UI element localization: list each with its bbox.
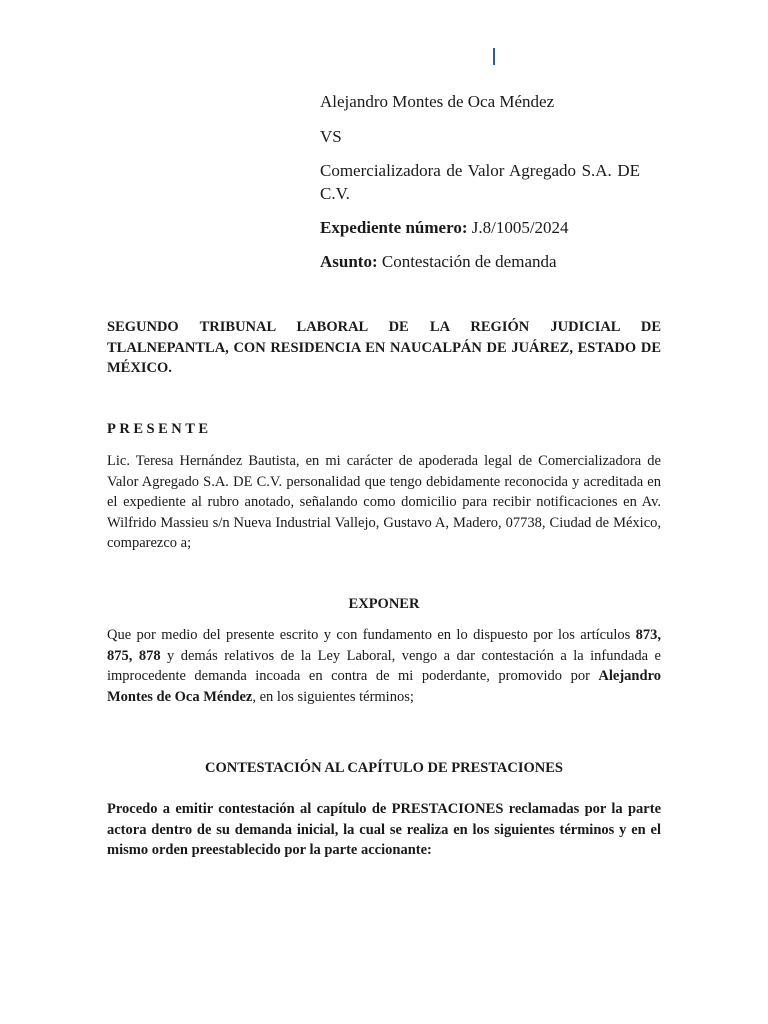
exponer-heading xyxy=(107,594,661,615)
asunto-line xyxy=(320,250,640,273)
contestacion-heading xyxy=(107,758,661,779)
articles-reference: 873, 875, 878 xyxy=(107,627,661,664)
expediente-line xyxy=(320,216,640,239)
exponer-paragraph xyxy=(107,625,661,707)
asunto-label: Asunto: xyxy=(320,252,378,271)
promovente-name: Alejandro Montes de Oca Méndez xyxy=(107,668,661,705)
exponer-text: EXPONER xyxy=(348,596,420,612)
actor-name: Alejandro Montes de Oca Méndez xyxy=(320,92,555,111)
contestacion-paragraph xyxy=(107,799,661,861)
addressee-block xyxy=(107,317,661,379)
exponer-text-part1: Que por medio del presente escrito y con fundamento en lo dispuesto por los artículos xyxy=(107,627,636,643)
text-cursor xyxy=(493,48,495,65)
asunto-value: Contestación de demanda xyxy=(381,252,557,271)
addressee-text: SEGUNDO TRIBUNAL LABORAL DE LA REGIÓN JUDICIAL DE TLALNEPANTLA, CON RESIDENCIA EN NAUCALPÁN DE JUÁREZ, ESTADO DE MÉXICO. xyxy=(107,319,661,376)
presente-text: PRESENTE xyxy=(107,421,212,437)
intro-text: Lic. Teresa Hernández Bautista, en mi carácter de apoderada legal de Comercializadora de Valor Agregado S.A. DE C.V. personalidad que tengo debidamente reconocida y acreditada en el expediente al rubro anotado, señalando como domicilio para recibir notificaciones en Av. Wilfrido Massieu s/n Nueva Industrial Vallejo, Gustavo A, Madero, 07738, Ciudad de México, comparezco a; xyxy=(107,453,661,551)
expediente-label: Expediente número: xyxy=(320,218,468,237)
exponer-text-part2: y demás relativos de la Ley Laboral, vengo a dar contestación a la infundada e improcedente demanda incoada en contra de mi poderdante, promovido por xyxy=(107,647,661,684)
defendant-name: Comercializadora de Valor Agregado S.A. DE C.V. xyxy=(320,161,640,203)
contestacion-text: Procedo a emitir contestación al capítulo de PRESTACIONES reclamadas por la parte actora dentro de su demanda inicial, la cual se realiza en los siguientes términos y en el mismo orden preestablecido por la parte accionante: xyxy=(107,801,661,858)
presente-heading xyxy=(107,419,661,440)
exponer-text-part3: , en los siguientes términos; xyxy=(252,688,414,705)
expediente-value: J.8/1005/2024 xyxy=(471,218,569,237)
intro-paragraph xyxy=(107,451,661,554)
case-header xyxy=(320,90,640,273)
exponer-body xyxy=(107,625,661,707)
versus-label: VS xyxy=(320,127,342,146)
contestacion-heading-text: CONTESTACIÓN AL CAPÍTULO DE PRESTACIONES xyxy=(204,760,563,776)
